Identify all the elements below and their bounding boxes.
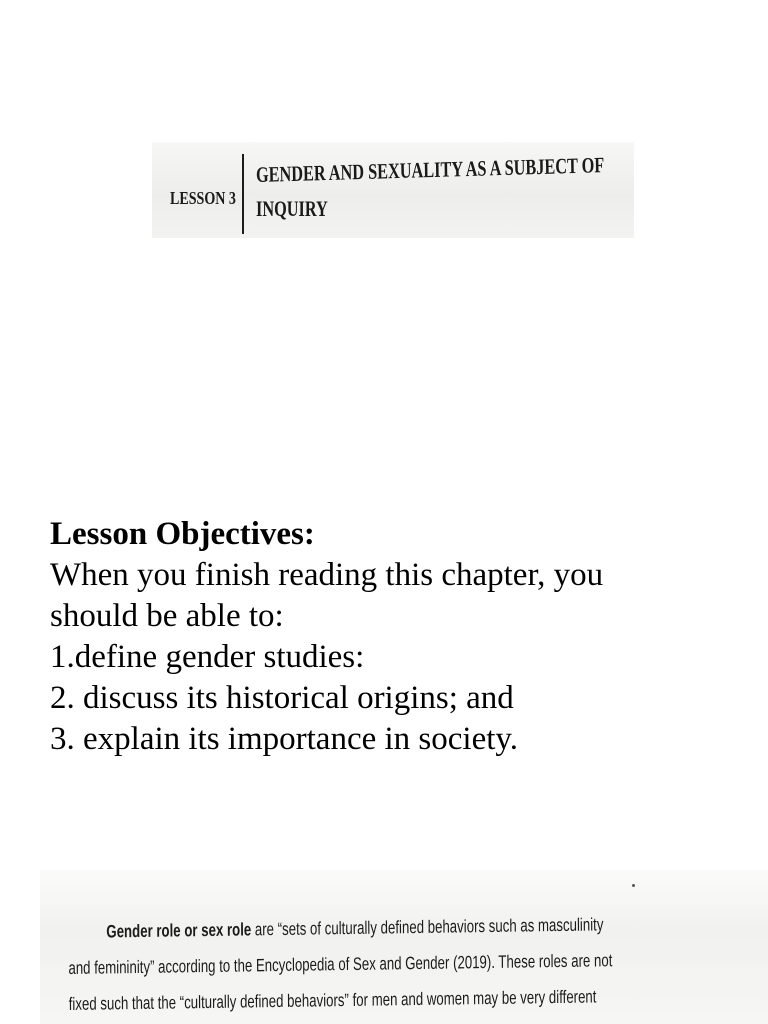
paragraph-line-1-rest: are “sets of culturally defined behaviors such as masculinity [251, 914, 604, 940]
objective-item-1: 1.define gender studies: [50, 639, 365, 675]
lesson-objectives [50, 514, 750, 760]
lesson-title-line-2: INQUIRY [256, 196, 328, 221]
scan-speck [632, 884, 635, 887]
paragraph-bold-term: Gender role or sex role [106, 919, 252, 942]
header-divider [242, 154, 244, 234]
gender-role-paragraph [68, 905, 723, 1022]
objectives-intro-line-2: should be able to: [50, 598, 284, 634]
objective-item-2: 2. discuss its historical origins; and [50, 680, 514, 716]
objectives-intro-line-1: When you finish reading this chapter, you [50, 557, 604, 593]
objective-item-3: 3. explain its importance in society. [50, 721, 518, 757]
lesson-title-line-1: GENDER AND SEXUALITY AS A SUBJECT OF [255, 152, 605, 187]
objectives-heading: Lesson Objectives: [50, 516, 315, 552]
lesson-number-label: LESSON 3 [170, 188, 236, 208]
paragraph-line-3: fixed such that the “culturally defined behaviors” for men and women may be very different [68, 986, 597, 1014]
paragraph-line-2: and femininity” according to the Encyclopedia of Sex and Gender (2019). These roles are not [68, 950, 613, 978]
lesson-title [255, 152, 605, 226]
